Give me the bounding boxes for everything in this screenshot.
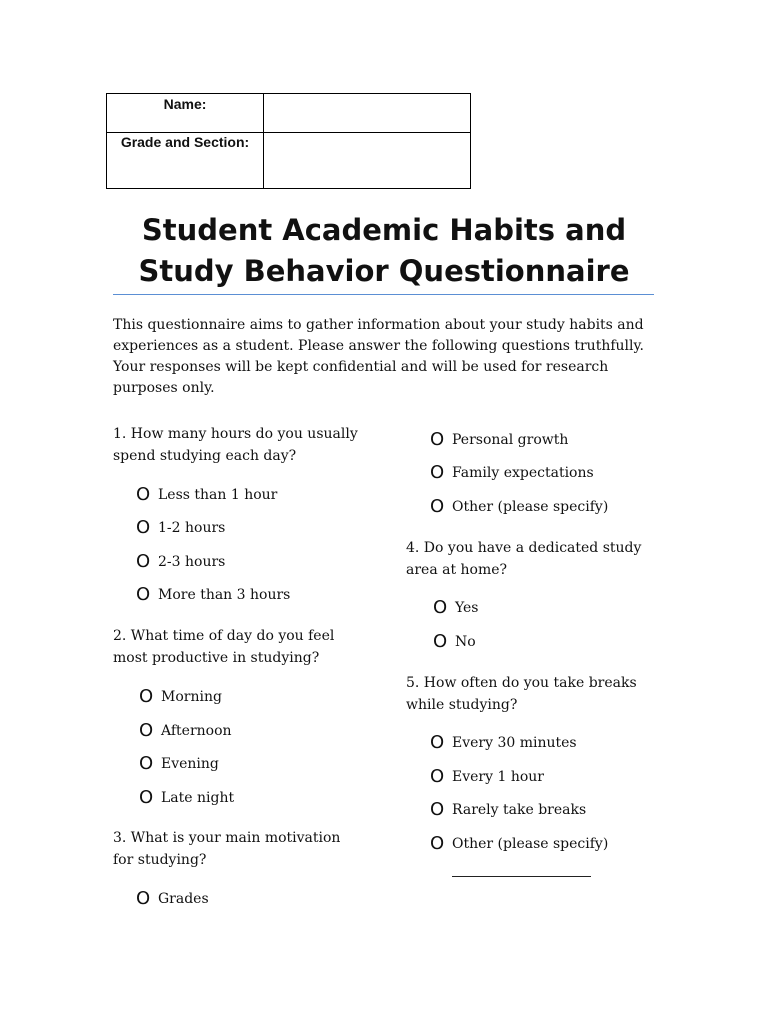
option-label: Morning <box>161 689 222 705</box>
option-label: Grades <box>158 891 209 907</box>
radio-bullet-icon[interactable]: O <box>430 429 445 450</box>
q5-option-2[interactable] <box>430 767 544 787</box>
q1-option-1[interactable] <box>136 485 277 505</box>
name-label: Name: <box>107 94 264 133</box>
q3-option-3[interactable] <box>430 463 594 483</box>
option-label: Afternoon <box>161 723 232 739</box>
option-label: Family expectations <box>452 465 594 481</box>
q5-option-1[interactable] <box>430 733 577 753</box>
radio-bullet-icon[interactable]: O <box>136 517 151 538</box>
radio-bullet-icon[interactable]: O <box>136 888 151 909</box>
option-label: Yes <box>455 600 479 616</box>
option-label: Personal growth <box>452 432 569 448</box>
option-label: Every 30 minutes <box>452 735 577 751</box>
q1-option-4[interactable] <box>136 585 290 605</box>
radio-bullet-icon[interactable]: O <box>139 787 154 808</box>
question-5: 5. How often do you take breaks while studying? <box>406 675 637 713</box>
option-label: 2-3 hours <box>158 554 226 570</box>
grade-section-row <box>107 133 471 189</box>
option-label: No <box>455 634 476 650</box>
radio-bullet-icon[interactable]: O <box>430 462 445 483</box>
radio-bullet-icon[interactable]: O <box>136 584 151 605</box>
grade-section-field[interactable] <box>264 133 471 189</box>
q2-option-2[interactable] <box>139 721 232 741</box>
radio-bullet-icon[interactable]: O <box>136 484 151 505</box>
question-1: 1. How many hours do you usually spend studying each day? <box>113 426 358 464</box>
option-label: More than 3 hours <box>158 587 291 603</box>
q4-option-2[interactable] <box>433 632 476 652</box>
q1-option-3[interactable] <box>136 552 225 572</box>
q2-option-4[interactable] <box>139 788 234 808</box>
q5-option-4[interactable] <box>430 834 608 854</box>
q4-option-1[interactable] <box>433 598 479 618</box>
title-divider <box>113 294 654 295</box>
question-3: 3. What is your main motivation for studying? <box>113 830 341 868</box>
radio-bullet-icon[interactable]: O <box>139 720 154 741</box>
option-label: Evening <box>161 756 219 772</box>
name-row <box>107 94 471 133</box>
other-specify-blank[interactable] <box>452 876 591 877</box>
name-field[interactable] <box>264 94 471 133</box>
radio-bullet-icon[interactable]: O <box>136 551 151 572</box>
option-label: Rarely take breaks <box>452 802 587 818</box>
intro-paragraph: This questionnaire aims to gather information about your study habits and experiences as a student. Please answer the following questions truthfully. Your responses will be kept confidential and will be used for research purposes only. <box>113 317 644 396</box>
option-label: Other (please specify) <box>452 499 609 515</box>
radio-bullet-icon[interactable]: O <box>430 833 445 854</box>
radio-bullet-icon[interactable]: O <box>139 753 154 774</box>
option-label: Late night <box>161 790 235 806</box>
radio-bullet-icon[interactable]: O <box>430 496 445 517</box>
question-4: 4. Do you have a dedicated study area at home? <box>406 540 642 578</box>
radio-bullet-icon[interactable]: O <box>433 631 448 652</box>
radio-bullet-icon[interactable]: O <box>430 799 445 820</box>
page-title: Student Academic Habits and Study Behavior Questionnaire <box>138 213 630 288</box>
q3-option-1[interactable] <box>136 889 209 909</box>
option-label: Every 1 hour <box>452 769 544 785</box>
radio-bullet-icon[interactable]: O <box>433 597 448 618</box>
q3-option-2[interactable] <box>430 430 568 450</box>
radio-bullet-icon[interactable]: O <box>139 686 154 707</box>
student-info-table <box>106 93 471 189</box>
option-label: Other (please specify) <box>452 836 609 852</box>
question-2: 2. What time of day do you feel most productive in studying? <box>113 628 335 666</box>
q5-option-3[interactable] <box>430 800 586 820</box>
radio-bullet-icon[interactable]: O <box>430 732 445 753</box>
option-label: 1-2 hours <box>158 520 226 536</box>
q1-option-2[interactable] <box>136 518 225 538</box>
radio-bullet-icon[interactable]: O <box>430 766 445 787</box>
grade-section-label: Grade and Section: <box>107 133 264 189</box>
q2-option-1[interactable] <box>139 687 222 707</box>
option-label: Less than 1 hour <box>158 487 278 503</box>
q2-option-3[interactable] <box>139 754 219 774</box>
q3-option-4[interactable] <box>430 497 608 517</box>
